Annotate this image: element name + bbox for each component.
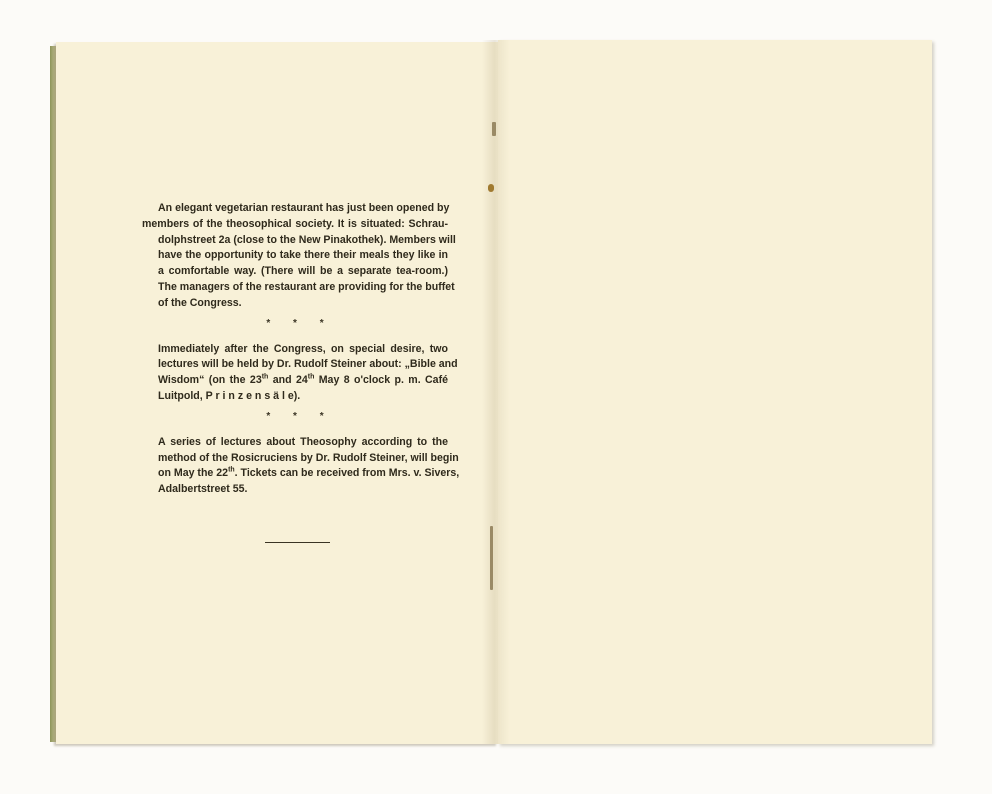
text-segment: . Tickets can be received from Mrs. v. Sivers, [234,467,460,480]
ordinal-suffix: th [261,373,269,381]
text-segment: May 8 o'clock p. m. Café [314,374,448,387]
ordinal-suffix: th [307,373,315,381]
text-line: of the Congress. [158,296,242,309]
text-line: members of the theosophical society. It is situated: Schrau- [142,217,448,230]
ordinal-suffix: th [228,466,235,474]
text-line: method of the Rosicruciens by Dr. Rudolf Steiner, will begin [158,451,459,464]
text-line: Adalbertstreet 55. [158,483,248,496]
section-separator [152,411,448,423]
binding-thread-top [492,122,496,136]
text-line: have the opportunity to take there their meals they like in [158,249,448,262]
theosophy-series-paragraph [142,435,460,498]
binding-hole-top [488,184,494,192]
asterisk-ornament: * * * [266,317,334,329]
binding-thread-bottom [490,526,493,590]
text-line: A series of lectures about Theosophy according to the [158,435,448,448]
left-page-text [142,201,460,498]
end-rule [265,542,330,543]
text-line: An elegant vegetarian restaurant has just been opened by [158,202,450,214]
left-page [56,42,498,744]
asterisk-ornament: * * * [266,410,334,422]
section-separator [152,318,448,330]
text-line: a comfortable way. (There will be a separate tea-room.) [158,265,448,278]
lectures-paragraph [142,342,458,405]
text-segment: on May the 22 [158,467,229,480]
text-segment: Wisdom“ (on the 23 [158,374,262,387]
text-line [142,466,460,482]
text-line [142,373,448,389]
text-line: Immediately after the Congress, on special desire, two [158,342,448,355]
text-line: The managers of the restaurant are providing for the buffet [158,280,455,293]
text-segment: and 24 [268,374,308,387]
text-line: dolphstreet 2a (close to the New Pinakothek). Members will [158,233,456,246]
right-page-blank [498,40,932,744]
open-booklet [50,40,934,746]
text-line: lectures will be held by Dr. Rudolf Steiner about: „Bible and [158,358,458,371]
text-line: Luitpold, P r i n z e n s ä l e). [158,389,301,402]
restaurant-paragraph [142,201,456,312]
book-gutter [482,40,510,744]
